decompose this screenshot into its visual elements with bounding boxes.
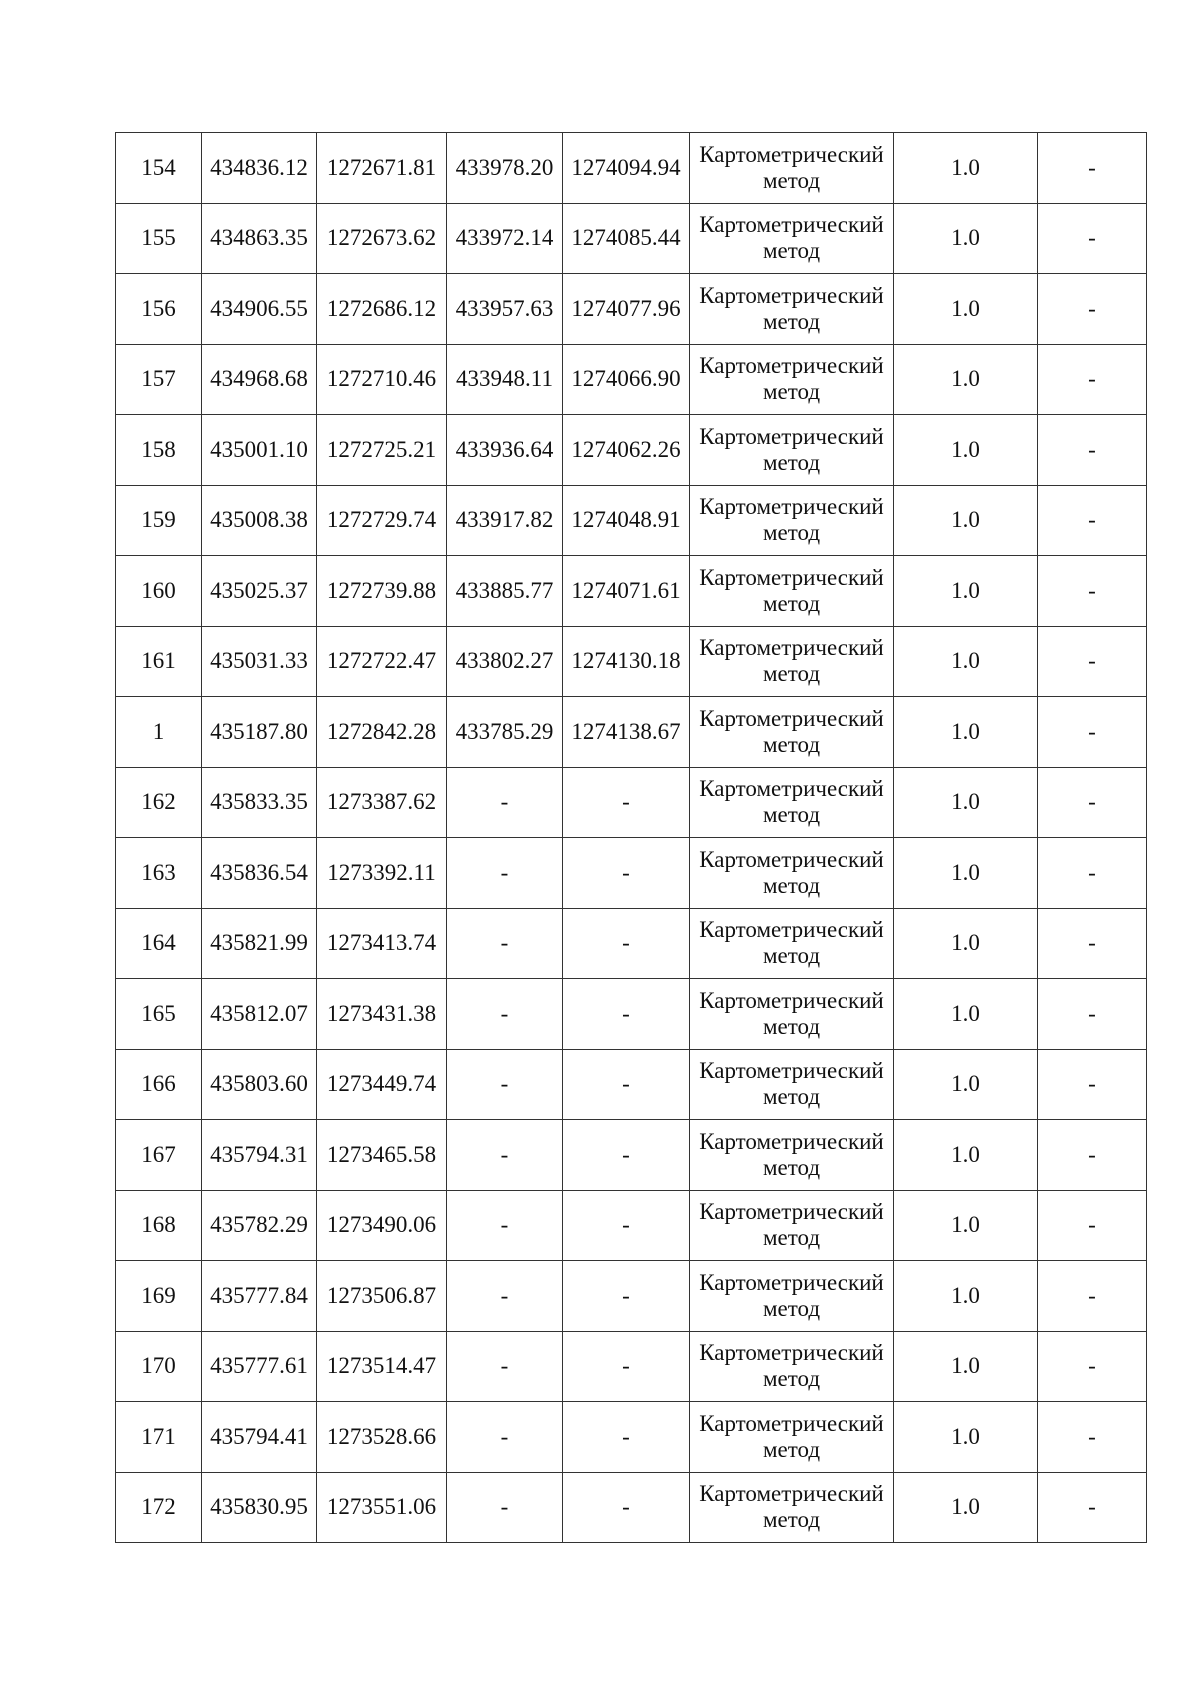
table-row	[116, 133, 1147, 204]
y2-coordinate-cell: -	[563, 1402, 690, 1473]
x2-coordinate-cell: -	[447, 838, 563, 909]
y-coordinate-cell: 1272842.28	[317, 697, 447, 768]
y2-coordinate-cell: 1274048.91	[563, 485, 690, 556]
table-row	[116, 1261, 1147, 1332]
point-number-cell: 159	[116, 485, 202, 556]
method-line-2: метод	[762, 1436, 821, 1462]
table-row	[116, 274, 1147, 345]
method-cell	[690, 485, 894, 556]
y2-coordinate-cell: 1274130.18	[563, 626, 690, 697]
note-cell: -	[1038, 1120, 1147, 1191]
x-coordinate-cell: 434836.12	[202, 133, 317, 204]
method-line-1: Картометрический	[699, 917, 884, 943]
method-line-2: метод	[762, 238, 821, 264]
method-cell	[690, 344, 894, 415]
y-coordinate-cell: 1272710.46	[317, 344, 447, 415]
x2-coordinate-cell: 433948.11	[447, 344, 563, 415]
method-line-2: метод	[762, 661, 821, 687]
point-number-cell: 172	[116, 1472, 202, 1543]
table-row	[116, 556, 1147, 627]
y2-coordinate-cell: -	[563, 1049, 690, 1120]
method-cell	[690, 1402, 894, 1473]
y-coordinate-cell: 1273387.62	[317, 767, 447, 838]
x-coordinate-cell: 435833.35	[202, 767, 317, 838]
method-line-2: метод	[762, 1084, 821, 1110]
y-coordinate-cell: 1273490.06	[317, 1190, 447, 1261]
method-line-2: метод	[762, 1295, 821, 1321]
note-cell: -	[1038, 767, 1147, 838]
method-cell	[690, 626, 894, 697]
method-cell	[690, 415, 894, 486]
accuracy-cell: 1.0	[894, 485, 1038, 556]
x-coordinate-cell: 435777.61	[202, 1331, 317, 1402]
method-cell	[690, 556, 894, 627]
method-line-1: Картометрический	[699, 1058, 884, 1084]
note-cell: -	[1038, 203, 1147, 274]
table-row	[116, 697, 1147, 768]
point-number-cell: 169	[116, 1261, 202, 1332]
note-cell: -	[1038, 979, 1147, 1050]
note-cell: -	[1038, 838, 1147, 909]
x-coordinate-cell: 435794.31	[202, 1120, 317, 1191]
y2-coordinate-cell: -	[563, 1120, 690, 1191]
y2-coordinate-cell: 1274094.94	[563, 133, 690, 204]
method-cell	[690, 133, 894, 204]
y2-coordinate-cell: 1274077.96	[563, 274, 690, 345]
y-coordinate-cell: 1272671.81	[317, 133, 447, 204]
y-coordinate-cell: 1272673.62	[317, 203, 447, 274]
x2-coordinate-cell: -	[447, 1472, 563, 1543]
accuracy-cell: 1.0	[894, 344, 1038, 415]
x2-coordinate-cell: -	[447, 979, 563, 1050]
x-coordinate-cell: 434863.35	[202, 203, 317, 274]
accuracy-cell: 1.0	[894, 415, 1038, 486]
x2-coordinate-cell: -	[447, 1049, 563, 1120]
method-line-1: Картометрический	[699, 987, 884, 1013]
table-row	[116, 1402, 1147, 1473]
y2-coordinate-cell: 1274138.67	[563, 697, 690, 768]
note-cell: -	[1038, 1190, 1147, 1261]
y2-coordinate-cell: 1274062.26	[563, 415, 690, 486]
method-line-1: Картометрический	[699, 1199, 884, 1225]
y2-coordinate-cell: 1274085.44	[563, 203, 690, 274]
method-cell	[690, 203, 894, 274]
x-coordinate-cell: 435001.10	[202, 415, 317, 486]
x-coordinate-cell: 435812.07	[202, 979, 317, 1050]
method-cell	[690, 767, 894, 838]
method-line-1: Картометрический	[699, 705, 884, 731]
x2-coordinate-cell: 433802.27	[447, 626, 563, 697]
method-line-1: Картометрический	[699, 776, 884, 802]
method-line-1: Картометрический	[699, 1340, 884, 1366]
table-body	[116, 133, 1147, 1543]
table-row	[116, 838, 1147, 909]
method-line-1: Картометрический	[699, 635, 884, 661]
y-coordinate-cell: 1273528.66	[317, 1402, 447, 1473]
x2-coordinate-cell: -	[447, 908, 563, 979]
y2-coordinate-cell: -	[563, 1472, 690, 1543]
y2-coordinate-cell: -	[563, 838, 690, 909]
accuracy-cell: 1.0	[894, 1049, 1038, 1120]
accuracy-cell: 1.0	[894, 1261, 1038, 1332]
x2-coordinate-cell: -	[447, 1331, 563, 1402]
method-cell	[690, 1120, 894, 1191]
method-line-1: Картометрический	[699, 1128, 884, 1154]
table-row	[116, 1331, 1147, 1402]
x2-coordinate-cell: 433885.77	[447, 556, 563, 627]
point-number-cell: 163	[116, 838, 202, 909]
y-coordinate-cell: 1273413.74	[317, 908, 447, 979]
table-row	[116, 1472, 1147, 1543]
table-row	[116, 979, 1147, 1050]
y-coordinate-cell: 1273465.58	[317, 1120, 447, 1191]
method-line-1: Картометрический	[699, 423, 884, 449]
y-coordinate-cell: 1272686.12	[317, 274, 447, 345]
x-coordinate-cell: 435777.84	[202, 1261, 317, 1332]
method-line-2: метод	[762, 1366, 821, 1392]
method-line-1: Картометрический	[699, 1481, 884, 1507]
x2-coordinate-cell: -	[447, 1190, 563, 1261]
table-row	[116, 203, 1147, 274]
method-line-2: метод	[762, 1154, 821, 1180]
method-line-2: метод	[762, 308, 821, 334]
point-number-cell: 157	[116, 344, 202, 415]
accuracy-cell: 1.0	[894, 274, 1038, 345]
x-coordinate-cell: 435821.99	[202, 908, 317, 979]
method-line-2: метод	[762, 379, 821, 405]
accuracy-cell: 1.0	[894, 1331, 1038, 1402]
point-number-cell: 154	[116, 133, 202, 204]
point-number-cell: 158	[116, 415, 202, 486]
x-coordinate-cell: 434906.55	[202, 274, 317, 345]
accuracy-cell: 1.0	[894, 979, 1038, 1050]
x-coordinate-cell: 435782.29	[202, 1190, 317, 1261]
note-cell: -	[1038, 1261, 1147, 1332]
note-cell: -	[1038, 1472, 1147, 1543]
x2-coordinate-cell: -	[447, 767, 563, 838]
y2-coordinate-cell: -	[563, 1331, 690, 1402]
method-cell	[690, 697, 894, 768]
method-cell	[690, 1190, 894, 1261]
method-line-1: Картометрический	[699, 353, 884, 379]
y2-coordinate-cell: 1274071.61	[563, 556, 690, 627]
x2-coordinate-cell: -	[447, 1261, 563, 1332]
method-cell	[690, 979, 894, 1050]
x-coordinate-cell: 435803.60	[202, 1049, 317, 1120]
y-coordinate-cell: 1272739.88	[317, 556, 447, 627]
x-coordinate-cell: 435830.95	[202, 1472, 317, 1543]
accuracy-cell: 1.0	[894, 556, 1038, 627]
y-coordinate-cell: 1273449.74	[317, 1049, 447, 1120]
point-number-cell: 156	[116, 274, 202, 345]
note-cell: -	[1038, 415, 1147, 486]
y-coordinate-cell: 1273431.38	[317, 979, 447, 1050]
method-line-1: Картометрический	[699, 1410, 884, 1436]
point-number-cell: 166	[116, 1049, 202, 1120]
method-line-2: метод	[762, 1507, 821, 1533]
x2-coordinate-cell: 433972.14	[447, 203, 563, 274]
accuracy-cell: 1.0	[894, 1402, 1038, 1473]
method-line-1: Картометрический	[699, 212, 884, 238]
method-line-1: Картометрический	[699, 141, 884, 167]
note-cell: -	[1038, 556, 1147, 627]
method-line-1: Картометрический	[699, 494, 884, 520]
y-coordinate-cell: 1272729.74	[317, 485, 447, 556]
method-line-2: метод	[762, 449, 821, 475]
point-number-cell: 1	[116, 697, 202, 768]
y2-coordinate-cell: -	[563, 908, 690, 979]
point-number-cell: 160	[116, 556, 202, 627]
accuracy-cell: 1.0	[894, 1472, 1038, 1543]
point-number-cell: 170	[116, 1331, 202, 1402]
table-row	[116, 1120, 1147, 1191]
method-cell	[690, 1472, 894, 1543]
accuracy-cell: 1.0	[894, 908, 1038, 979]
x-coordinate-cell: 435031.33	[202, 626, 317, 697]
y-coordinate-cell: 1273392.11	[317, 838, 447, 909]
x-coordinate-cell: 435008.38	[202, 485, 317, 556]
x2-coordinate-cell: 433936.64	[447, 415, 563, 486]
accuracy-cell: 1.0	[894, 838, 1038, 909]
accuracy-cell: 1.0	[894, 697, 1038, 768]
table-row	[116, 1190, 1147, 1261]
table-row	[116, 908, 1147, 979]
method-line-2: метод	[762, 590, 821, 616]
note-cell: -	[1038, 908, 1147, 979]
accuracy-cell: 1.0	[894, 203, 1038, 274]
y-coordinate-cell: 1273551.06	[317, 1472, 447, 1543]
table-row	[116, 485, 1147, 556]
note-cell: -	[1038, 133, 1147, 204]
method-line-2: метод	[762, 1225, 821, 1251]
y2-coordinate-cell: -	[563, 979, 690, 1050]
method-line-2: метод	[762, 872, 821, 898]
x-coordinate-cell: 435836.54	[202, 838, 317, 909]
accuracy-cell: 1.0	[894, 133, 1038, 204]
method-cell	[690, 908, 894, 979]
point-number-cell: 171	[116, 1402, 202, 1473]
method-cell	[690, 1331, 894, 1402]
x-coordinate-cell: 435794.41	[202, 1402, 317, 1473]
method-cell	[690, 1261, 894, 1332]
point-number-cell: 165	[116, 979, 202, 1050]
x-coordinate-cell: 435025.37	[202, 556, 317, 627]
table-row	[116, 415, 1147, 486]
method-cell	[690, 1049, 894, 1120]
x2-coordinate-cell: 433957.63	[447, 274, 563, 345]
method-line-2: метод	[762, 1013, 821, 1039]
note-cell: -	[1038, 1049, 1147, 1120]
method-line-1: Картометрический	[699, 1269, 884, 1295]
method-line-1: Картометрический	[699, 564, 884, 590]
method-line-2: метод	[762, 520, 821, 546]
accuracy-cell: 1.0	[894, 1190, 1038, 1261]
y-coordinate-cell: 1272722.47	[317, 626, 447, 697]
note-cell: -	[1038, 344, 1147, 415]
point-number-cell: 155	[116, 203, 202, 274]
method-line-1: Картометрический	[699, 846, 884, 872]
note-cell: -	[1038, 1331, 1147, 1402]
table-row	[116, 626, 1147, 697]
accuracy-cell: 1.0	[894, 626, 1038, 697]
accuracy-cell: 1.0	[894, 767, 1038, 838]
y2-coordinate-cell: -	[563, 767, 690, 838]
method-line-2: метод	[762, 802, 821, 828]
x-coordinate-cell: 434968.68	[202, 344, 317, 415]
x2-coordinate-cell: -	[447, 1402, 563, 1473]
method-line-1: Картометрический	[699, 282, 884, 308]
point-number-cell: 162	[116, 767, 202, 838]
method-line-2: метод	[762, 167, 821, 193]
y2-coordinate-cell: 1274066.90	[563, 344, 690, 415]
accuracy-cell: 1.0	[894, 1120, 1038, 1191]
x-coordinate-cell: 435187.80	[202, 697, 317, 768]
coordinates-table	[115, 132, 1147, 1543]
y2-coordinate-cell: -	[563, 1190, 690, 1261]
note-cell: -	[1038, 697, 1147, 768]
y-coordinate-cell: 1273514.47	[317, 1331, 447, 1402]
table-row	[116, 767, 1147, 838]
note-cell: -	[1038, 274, 1147, 345]
y2-coordinate-cell: -	[563, 1261, 690, 1332]
table-row	[116, 1049, 1147, 1120]
x2-coordinate-cell: 433978.20	[447, 133, 563, 204]
point-number-cell: 164	[116, 908, 202, 979]
point-number-cell: 167	[116, 1120, 202, 1191]
method-line-2: метод	[762, 731, 821, 757]
method-cell	[690, 838, 894, 909]
note-cell: -	[1038, 485, 1147, 556]
note-cell: -	[1038, 1402, 1147, 1473]
note-cell: -	[1038, 626, 1147, 697]
y-coordinate-cell: 1272725.21	[317, 415, 447, 486]
method-cell	[690, 274, 894, 345]
x2-coordinate-cell: 433785.29	[447, 697, 563, 768]
point-number-cell: 161	[116, 626, 202, 697]
table-row	[116, 344, 1147, 415]
x2-coordinate-cell: -	[447, 1120, 563, 1191]
x2-coordinate-cell: 433917.82	[447, 485, 563, 556]
y-coordinate-cell: 1273506.87	[317, 1261, 447, 1332]
point-number-cell: 168	[116, 1190, 202, 1261]
method-line-2: метод	[762, 943, 821, 969]
